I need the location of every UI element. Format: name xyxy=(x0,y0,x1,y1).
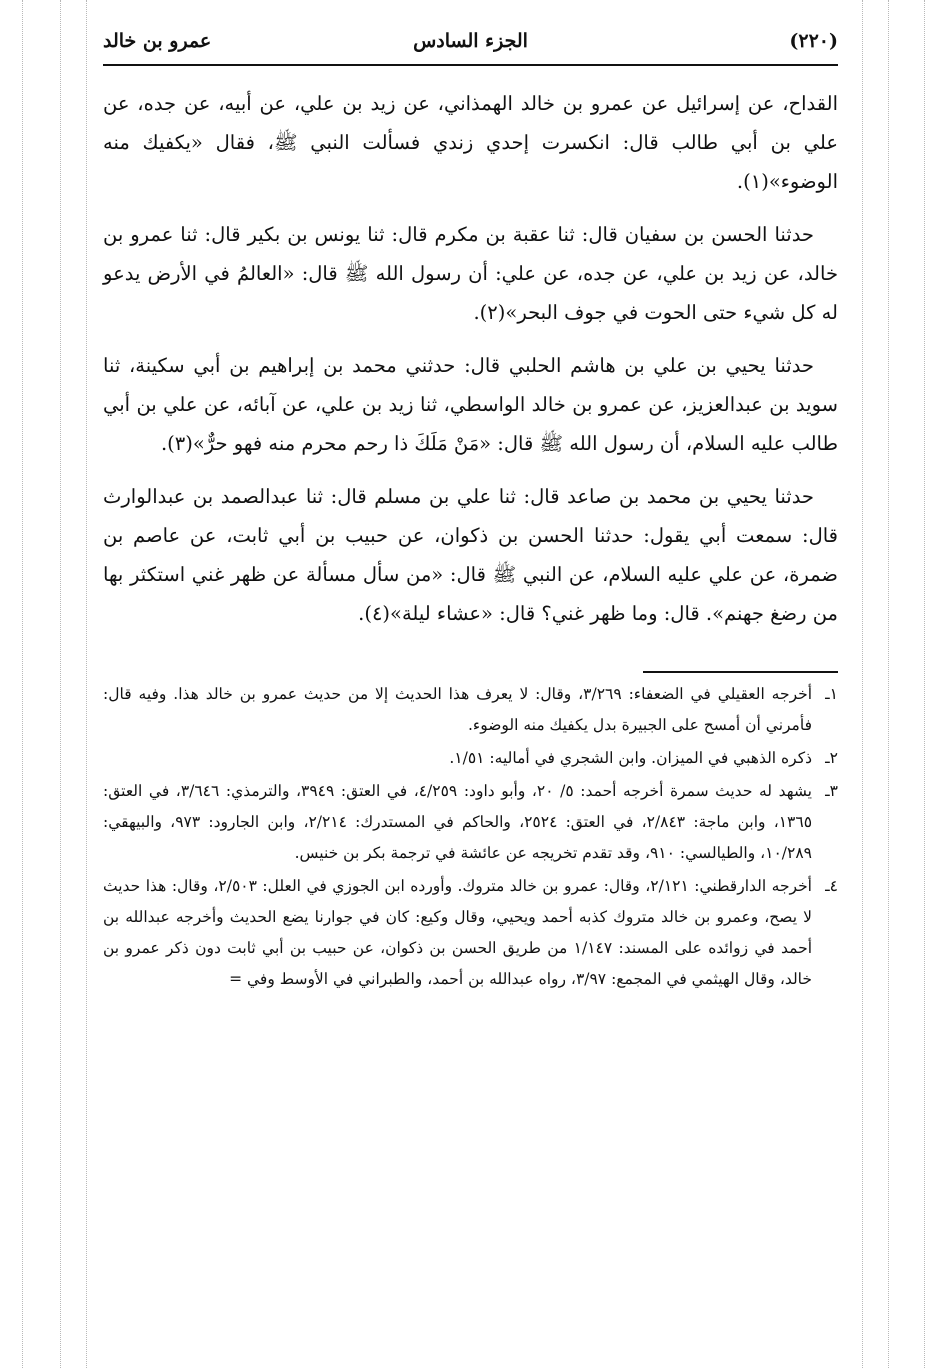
paragraph: حدثنا الحسن بن سفيان قال: ثنا عقبة بن مكرم قال: ثنا يونس بن بكير قال: ثنا عمرو بن خالد، عن زيد بن علي، عن جده، عن علي: أن رسول الله ﷺ قال: «العالمُ في الأرض يدعو له كل شيء حتى الحوت في جوف البحر»(٢). xyxy=(103,223,838,324)
scan-guide-line xyxy=(22,0,23,1368)
volume-title: الجزء السادس xyxy=(413,30,528,52)
footnote-number: ٤ـ xyxy=(825,877,838,895)
entry-title: عمرو بن خالد xyxy=(103,30,212,52)
page-number: (٢٢٠) xyxy=(789,30,838,52)
footnote xyxy=(103,871,838,995)
footnote-text: أخرجه الدارقطني: ٢/١٢١، وقال: عمرو بن خالد متروك. وأورده ابن الجوزي في العلل: ٢/٥٠٣، وقال: هذا حديث لا يصح، وعمرو بن خالد متروك كذبه أحمد ويحيي، وقال وكيع: كان في جوارنا يضع الحديث وأخرجه عبدالله بن أحمد في زوائده على المسند: ١/١٤٧ من طريق الحسن بن ذكوان، عن حبيب بن أبي ثابت دون ذكر عمرو بن خالد، وقال الهيثمي في المجمع: ٣/٩٧، رواه عبدالله بن أحمد، والطبراني في الأوسط وفي = xyxy=(103,877,813,988)
footnote-text: ذكره الذهبي في الميزان. وابن الشجري في أماليه: ١/٥١. xyxy=(449,749,812,767)
footnote xyxy=(103,743,838,774)
footnotes xyxy=(103,679,838,995)
scan-guide-line xyxy=(862,0,863,1368)
paragraph: حدثنا يحيي بن محمد بن صاعد قال: ثنا علي بن مسلم قال: ثنا عبدالصمد بن عبدالوارث قال: سمعت أبي يقول: حدثنا الحسن بن ذكوان، عن حبيب بن أبي ثابت، عن عاصم بن ضمرة، عن علي عليه السلام، عن النبي ﷺ قال: «من سأل مسألة عن ظهر غني استكثر بها من رضغ جهنم». قال: وما ظهر غني؟ قال: «عشاء ليلة»(٤). xyxy=(103,485,838,625)
footnote-number: ٢ـ xyxy=(825,749,838,767)
footnote xyxy=(103,776,838,869)
paragraph: حدثنا يحيي بن علي بن هاشم الحلبي قال: حدثني محمد بن إبراهيم بن أبي سكينة، ثنا سويد بن عبدالعزيز، عن عمرو بن خالد الواسطي، ثنا زيد بن علي، عن آبائه، عن علي بن أبي طالب عليه السلام، أن رسول الله ﷺ قال: «مَنْ مَلَكَ ذا رحم محرم منه فهو حرٌّ»(٣). xyxy=(103,354,838,455)
running-header xyxy=(103,20,838,66)
footnote xyxy=(103,679,838,741)
footnote-text: أخرجه العقيلي في الضعفاء: ٣/٢٦٩، وقال: لا يعرف هذا الحديث إلا من حديث عمرو بن خالد هذا. وفيه قال: فأمرني أن أمسح على الجبيرة بدل يكفيك منه الوضوء. xyxy=(103,685,813,734)
book-page xyxy=(103,20,838,997)
footnote-text: يشهد له حديث سمرة أخرجه أحمد: ٥/ ٢٠، وأبو داود: ٤/٢٥٩، في العتق: ٣٩٤٩، والترمذي: ٣/٦٤٦، في العتق: ١٣٦٥، وابن ماجة: ٢/٨٤٣، في العتق: ٢٥٢٤، والحاكم في المستدرك: ٢/٢١٤، وابن الجارود: ٩٧٣، والبيهقي: ١٠/٢٨٩، والطيالسي: ٩١٠، وقد تقدم تخريجه عن عائشة في ترجمة بكر بن خنيس. xyxy=(103,782,813,862)
scan-guide-line xyxy=(86,0,87,1368)
main-text xyxy=(103,84,838,633)
scan-guide-line xyxy=(60,0,61,1368)
paragraph: القداح، عن إسرائيل عن عمرو بن خالد الهمذاني، عن زيد بن علي، عن أبيه، عن جده، عن علي بن أبي طالب قال: انكسرت إحدي زندي فسألت النبي ﷺ، فقال «يكفيك منه الوضوء»(١). xyxy=(103,92,838,193)
footnote-separator xyxy=(643,671,838,673)
footnote-number: ٣ـ xyxy=(825,782,838,800)
scan-guide-line xyxy=(924,0,925,1368)
footnote-number: ١ـ xyxy=(825,685,838,703)
scan-guide-line xyxy=(888,0,889,1368)
